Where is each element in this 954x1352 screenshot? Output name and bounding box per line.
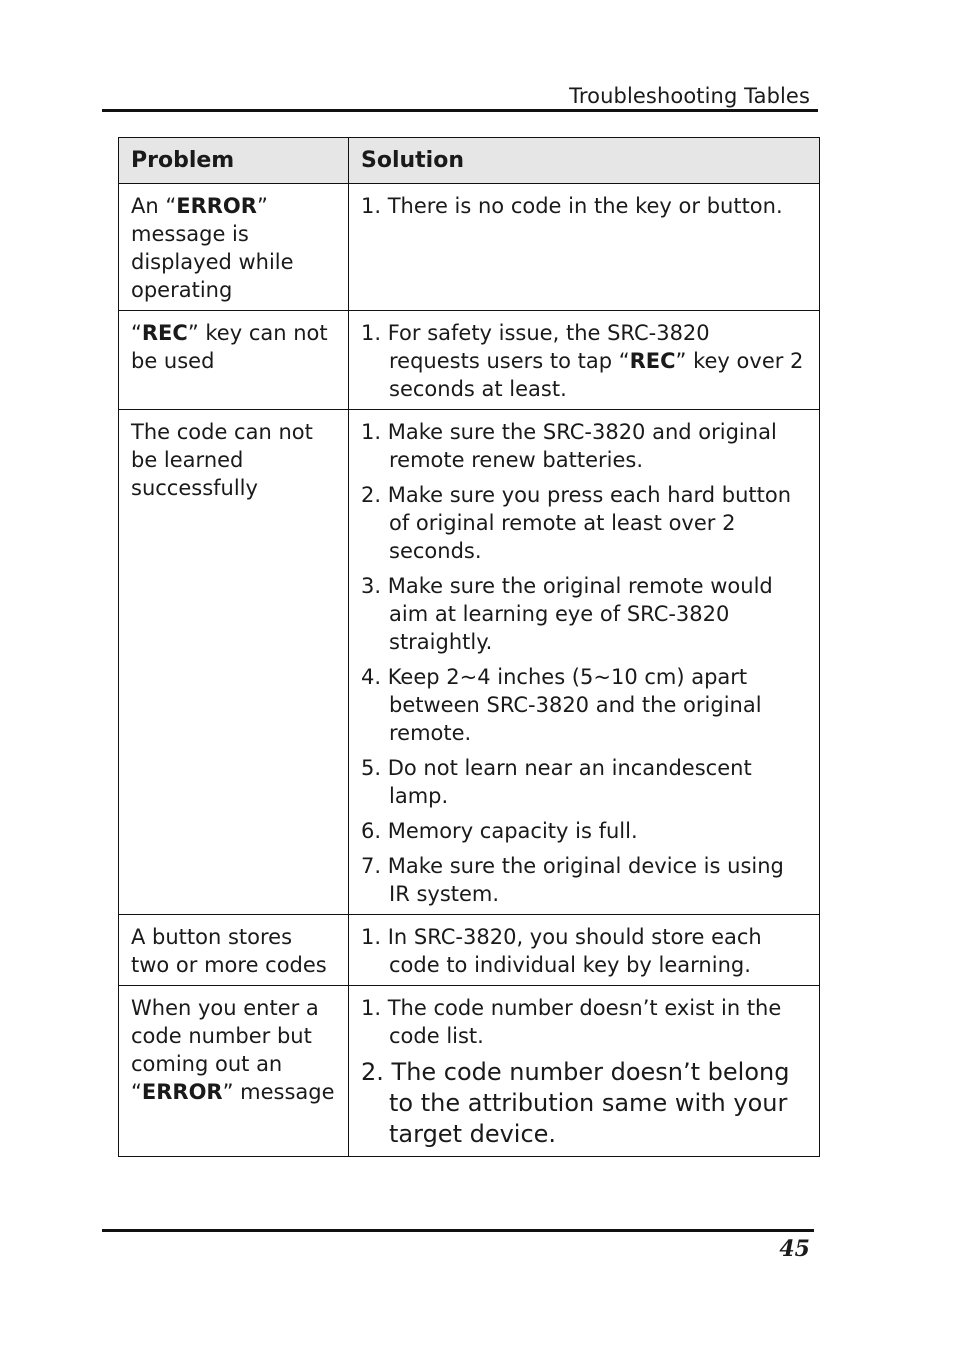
- problem-cell: The code can not be learned successfully: [119, 410, 349, 915]
- solution-item: 1. There is no code in the key or button.: [361, 194, 783, 218]
- table-header-row: [119, 138, 820, 184]
- table-row: [119, 915, 820, 986]
- column-header-solution: Solution: [349, 138, 820, 184]
- solution-item: 3. Make sure the original remote would aim at learning eye of SRC-3820 straightly.: [361, 574, 773, 654]
- solution-item: 1. The code number doesn’t exist in the code list.: [361, 996, 782, 1048]
- solution-item: 2. Make sure you press each hard button of original remote at least over 2 seconds.: [361, 483, 791, 563]
- problem-cell: When you enter a code number but coming out an “ERROR” message: [119, 986, 349, 1157]
- footer-rule: [102, 1229, 814, 1232]
- solution-cell: [349, 410, 820, 915]
- solution-item: 7. Make sure the original device is using IR system.: [361, 854, 784, 906]
- table-row: [119, 184, 820, 311]
- problem-cell: A button stores two or more codes: [119, 915, 349, 986]
- table-row: [119, 410, 820, 915]
- solution-item: 1. In SRC-3820, you should store each code to individual key by learning.: [361, 925, 762, 977]
- solution-cell: [349, 915, 820, 986]
- page-number: 45: [779, 1236, 810, 1262]
- problem-cell: “REC” key can not be used: [119, 311, 349, 410]
- solution-cell: [349, 184, 820, 311]
- table-row: [119, 311, 820, 410]
- solution-item: 5. Do not learn near an incandescent lamp.: [361, 756, 752, 808]
- solution-item: 1. For safety issue, the SRC-3820 requests users to tap “REC” key over 2 seconds at least.: [361, 321, 804, 401]
- solution-cell: [349, 986, 820, 1157]
- solution-cell: [349, 311, 820, 410]
- solution-item: 1. Make sure the SRC-3820 and original remote renew batteries.: [361, 420, 777, 472]
- table-row: [119, 986, 820, 1157]
- solution-item: 6. Memory capacity is full.: [361, 819, 638, 843]
- solution-item: 4. Keep 2~4 inches (5~10 cm) apart between SRC-3820 and the original remote.: [361, 665, 762, 745]
- solution-item: 2. The code number doesn’t belong to the attribution same with your target device.: [361, 1058, 790, 1148]
- troubleshooting-table: [118, 137, 820, 1157]
- header-rule: [102, 109, 818, 112]
- column-header-problem: Problem: [119, 138, 349, 184]
- section-title: Troubleshooting Tables: [569, 84, 810, 108]
- problem-cell: An “ERROR” message is displayed while operating: [119, 184, 349, 311]
